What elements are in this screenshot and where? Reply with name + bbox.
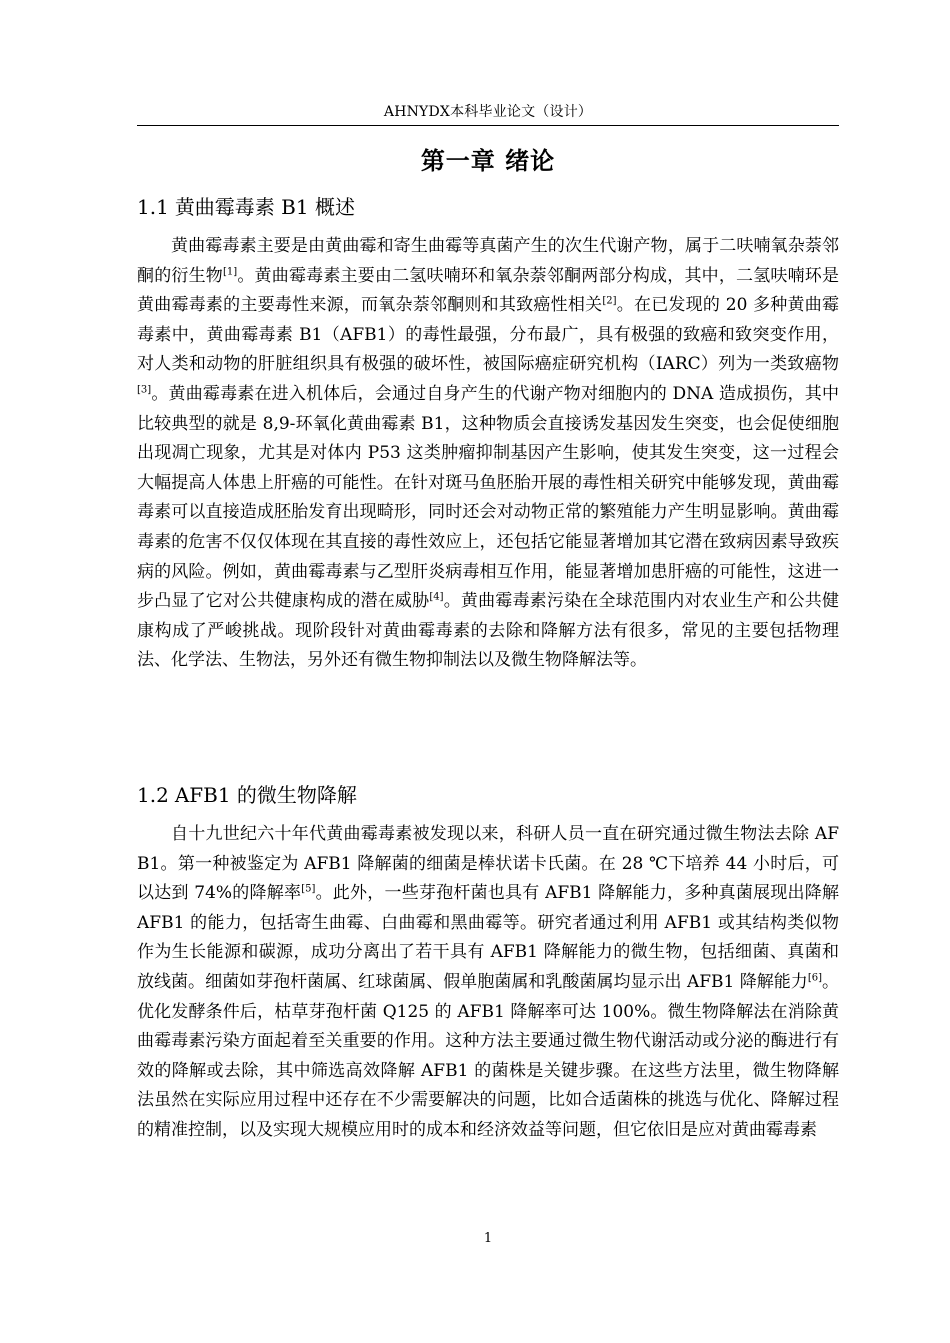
section-number: 1.1 — [137, 195, 169, 219]
paragraph-text: 自十九世纪六十年代黄曲霉毒素被发现以来，科研人员一直在研究通过微生物法去除 AFB1。第一种被鉴定为 AFB1 降解菌的细菌是棒状诺卡氏菌。在 28 ℃下培养 44 小时后，可以达到 74%的降解率 — [137, 824, 839, 904]
citation-marker: [4] — [429, 591, 444, 603]
paragraph-text: 。在已发现的 20 多种黄曲霉毒素中，黄曲霉毒素 B1（AFB1）的毒性最强，分布最广，具有极强的致癌和致突变作用，对人类和动物的肝脏组织具有极强的破坏性，被国际癌症研究机构（IARC）列为一类致癌物 — [137, 295, 839, 375]
section-number: 1.2 — [137, 783, 169, 807]
running-header: AHNYDX本科毕业论文（设计） — [383, 104, 593, 120]
paragraph-text: 。黄曲霉毒素在进入机体后，会通过自身产生的代谢产物对细胞内的 DNA 造成损伤，其中比较典型的就是 8,9-环氧化黄曲霉素 B1，这种物质会直接诱发基因发生突变，也会促使细胞出现凋亡现象，尤其是对体内 P53 这类肿瘤抑制基因产生影响，使其发生突变，这一过程会大幅提高人体患上肝癌的可能性。在针对斑马鱼胚胎开展的毒性相关研究中能够发现，黄曲霉毒素可以直接造成胚胎发育出现畸形，同时还会对动物正常的繁殖能力产生明显影响。黄曲霉毒素的危害不仅仅体现在其直接的毒性效应上，还包括它能显著增加其它潜在致病因素导致疾病的风险。例如，黄曲霉毒素与乙型肝炎病毒相互作用，能显著增加患肝癌的可能性，这进一步凸显了它对公共健康构成的潜在威胁 — [137, 383, 839, 612]
paragraph-text: 。黄曲霉毒素污染在全球范围内对农业生产和公共健康构成了严峻挑战。现阶段针对黄曲霉毒素的去除和降解方法有很多，常见的主要包括物理法、化学法、生物法，另外还有微生物抑制法以及微生物降解法等。 — [137, 591, 840, 671]
section-title-text: 黄曲霉毒素 B1 概述 — [174, 195, 355, 219]
section-title-text: AFB1 的微生物降解 — [174, 783, 357, 807]
paragraph-text: 。优化发酵条件后，枯草芽孢杆菌 Q125 的 AFB1 降解率可达 100%。微生物降解法在消除黄曲霉毒素污染方面起着至关重要的作用。这种方法主要通过微生物代谢活动或分泌的酶进行有效的降解或去除，其中筛选高效降解 AFB1 的菌株是关键步骤。在这些方法里，微生物降解法虽然在实际应用过程中还存在不少需要解决的问题，比如合适菌株的挑选与优化、降解过程的精准控制，以及实现大规模应用时的成本和经济效益等问题，但它依旧是应对黄曲霉毒素 — [137, 971, 840, 1140]
section-paragraph-1-1 — [137, 232, 839, 676]
paragraph-text: 黄曲霉毒素主要是由黄曲霉和寄生曲霉等真菌产生的次生代谢产物，属于二呋喃氧杂萘邻酮的衍生物 — [137, 236, 839, 286]
header-rule — [137, 125, 839, 126]
section-heading-1-1 — [137, 192, 839, 222]
citation-marker: [5] — [301, 883, 316, 895]
section-heading-1-2 — [137, 780, 839, 810]
chapter-title: 第一章 绪论 — [420, 146, 556, 175]
citation-marker: [2] — [602, 295, 617, 307]
paragraph-text: 。此外，一些芽孢杆菌也具有 AFB1 降解能力，多种真菌展现出降解 AFB1 的能力，包括寄生曲霉、白曲霉和黑曲霉等。研究者通过利用 AFB1 或其结构类似物作为生长能源和碳源，成功分离出了若干具有 AFB1 降解能力的微生物，包括细菌、真菌和放线菌。细菌如芽孢杆菌属、红球菌属、假单胞菌属和乳酸菌属均显示出 AFB1 降解能力 — [137, 883, 839, 992]
paragraph-text: 。黄曲霉毒素主要由二氢呋喃环和氧杂萘邻酮两部分构成，其中，二氢呋喃环是黄曲霉毒素的主要毒性来源，而氧杂萘邻酮则和其致癌性相关 — [137, 265, 840, 316]
citation-marker: [6] — [807, 972, 822, 984]
citation-marker: [3] — [137, 384, 152, 396]
page-number: 1 — [483, 1231, 493, 1246]
citation-marker: [1] — [222, 265, 238, 277]
section-paragraph-1-2 — [137, 820, 839, 1146]
